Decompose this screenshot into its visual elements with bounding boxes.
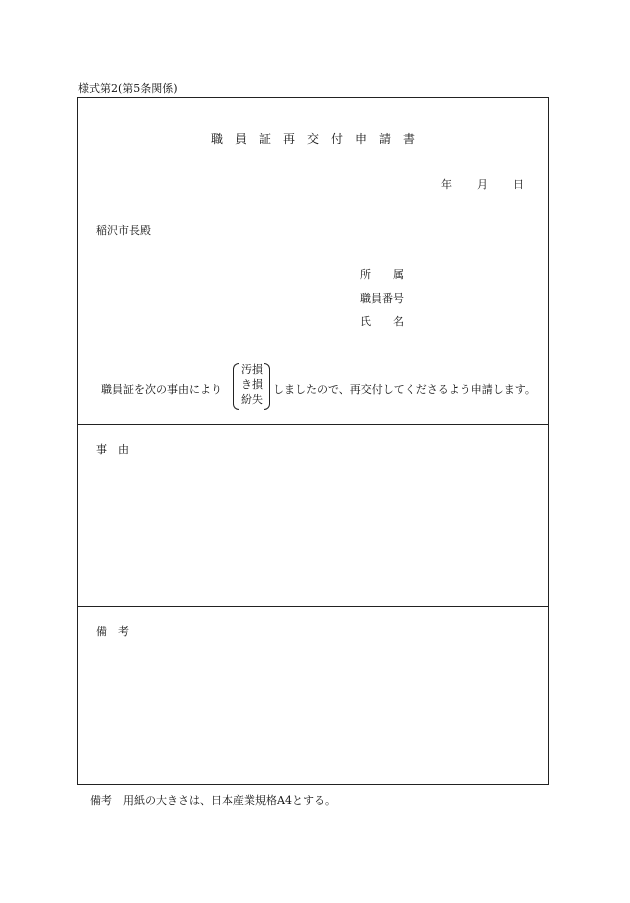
form-title: 職員証再交付申請書 xyxy=(210,132,427,146)
right-brace xyxy=(264,363,270,410)
form-number: 様式第2(第5条関係) xyxy=(78,82,178,95)
option-lost: 紛失 xyxy=(241,393,263,406)
reason-label: 事 由 xyxy=(96,443,129,456)
remarks-label: 備 考 xyxy=(96,625,129,638)
date-day-label: 日 xyxy=(513,178,524,191)
request-prefix: 職員証を次の事由により xyxy=(101,383,222,396)
addressee: 稲沢市長殿 xyxy=(96,224,151,237)
affiliation-label: 所 属 xyxy=(360,268,404,281)
request-suffix: しましたので、再交付してくださるよう申請します。 xyxy=(273,383,536,396)
name-label: 氏 名 xyxy=(360,315,404,328)
option-damaged: き損 xyxy=(241,378,263,391)
section-divider-remarks xyxy=(78,606,548,607)
footer-note: 備考 用紙の大きさは、日本産業規格A4とする。 xyxy=(90,794,336,807)
left-brace xyxy=(233,363,239,410)
date-year-label: 年 xyxy=(441,178,452,191)
employee-number-label: 職員番号 xyxy=(360,292,404,305)
date-month-label: 月 xyxy=(477,178,488,191)
option-soiled: 汚損 xyxy=(241,363,263,376)
section-divider-reason xyxy=(78,424,548,425)
application-form xyxy=(77,97,549,785)
